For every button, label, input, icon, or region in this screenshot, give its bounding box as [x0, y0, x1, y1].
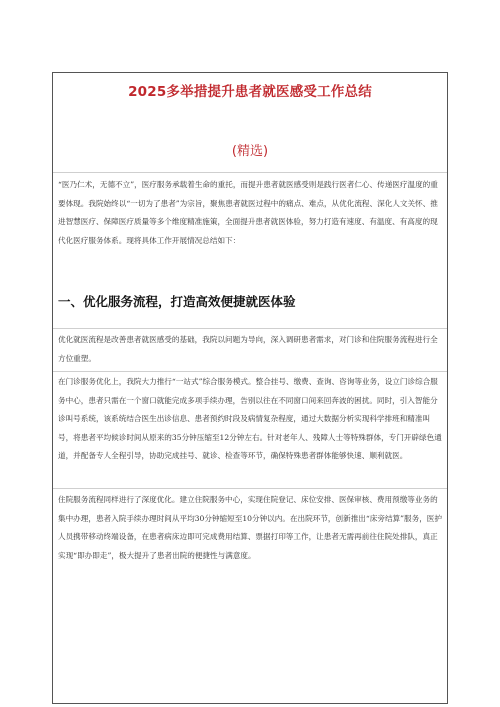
paragraph: 住院服务流程同样进行了深度优化。建立住院服务中心，实现住院登记、床位安排、医保审核、费用预缴等业务的集中办理，患者入院手续办理时间从平均30分钟缩短至10分钟以内。在出院环节，创新推出“床旁结算”服务，医护人员携带移动终端设备，在患者病床边即可完成费用结算、票据打印等工作，让患者无需再前往住院处排队，真正实现“即办即走”，极大提升了患者出院的便捷性与满意度。 — [58, 495, 442, 560]
divider — [53, 172, 447, 173]
paragraph: 优化就医流程是改善患者就医感受的基础，我院以问题为导向，深入调研患者需求，对门诊和住院服务流程进行全方位重塑。 — [58, 335, 438, 363]
divider — [53, 371, 447, 372]
document-subtitle: (精选) — [231, 144, 269, 159]
section-heading: 一、优化服务流程，打造高效便捷就医体验 — [58, 294, 296, 309]
document-title: 2025多举措提升患者就医感受工作总结 — [128, 84, 372, 100]
paragraph: 在门诊服务优化上，我院大力推行“一站式”综合服务模式。整合挂号、缴费、查询、咨询等业务，设立门诊综合服务中心，患者只需在一个窗口就能完成多项手续办理，告别以往在不同窗口间来回奔波的困扰。同时，引入智能分诊叫号系统，该系统结合医生出诊信息、患者预约时段及病情复杂程度，通过大数据分析实现科学排班和精准叫号，将患者平均候诊时间从原来的35分钟压缩至12分钟左右。针对老年人、残障人士等特殊群体，专门开辟绿色通道，并配备专人全程引导，协助完成挂号、就诊、检查等环节，确保特殊患者群体能够快速、顺利就医。 — [58, 377, 442, 460]
divider — [53, 328, 447, 329]
divider — [53, 488, 447, 489]
intro-paragraph: “医乃仁术，无德不立”，医疗服务承载着生命的重托，而提升患者就医感受则是践行医者仁心、传递医疗温度的重要体现。我院始终以“一切为了患者”为宗旨，聚焦患者就医过程中的痛点、难点，从优化流程、深化人文关怀、推进智慧医疗、保障医疗质量等多个维度精准施策，全面提升患者就医体验，努力打造有速度、有温度、有高度的现代化医疗服务体系。现将具体工作开展情况总结如下： — [58, 180, 438, 245]
